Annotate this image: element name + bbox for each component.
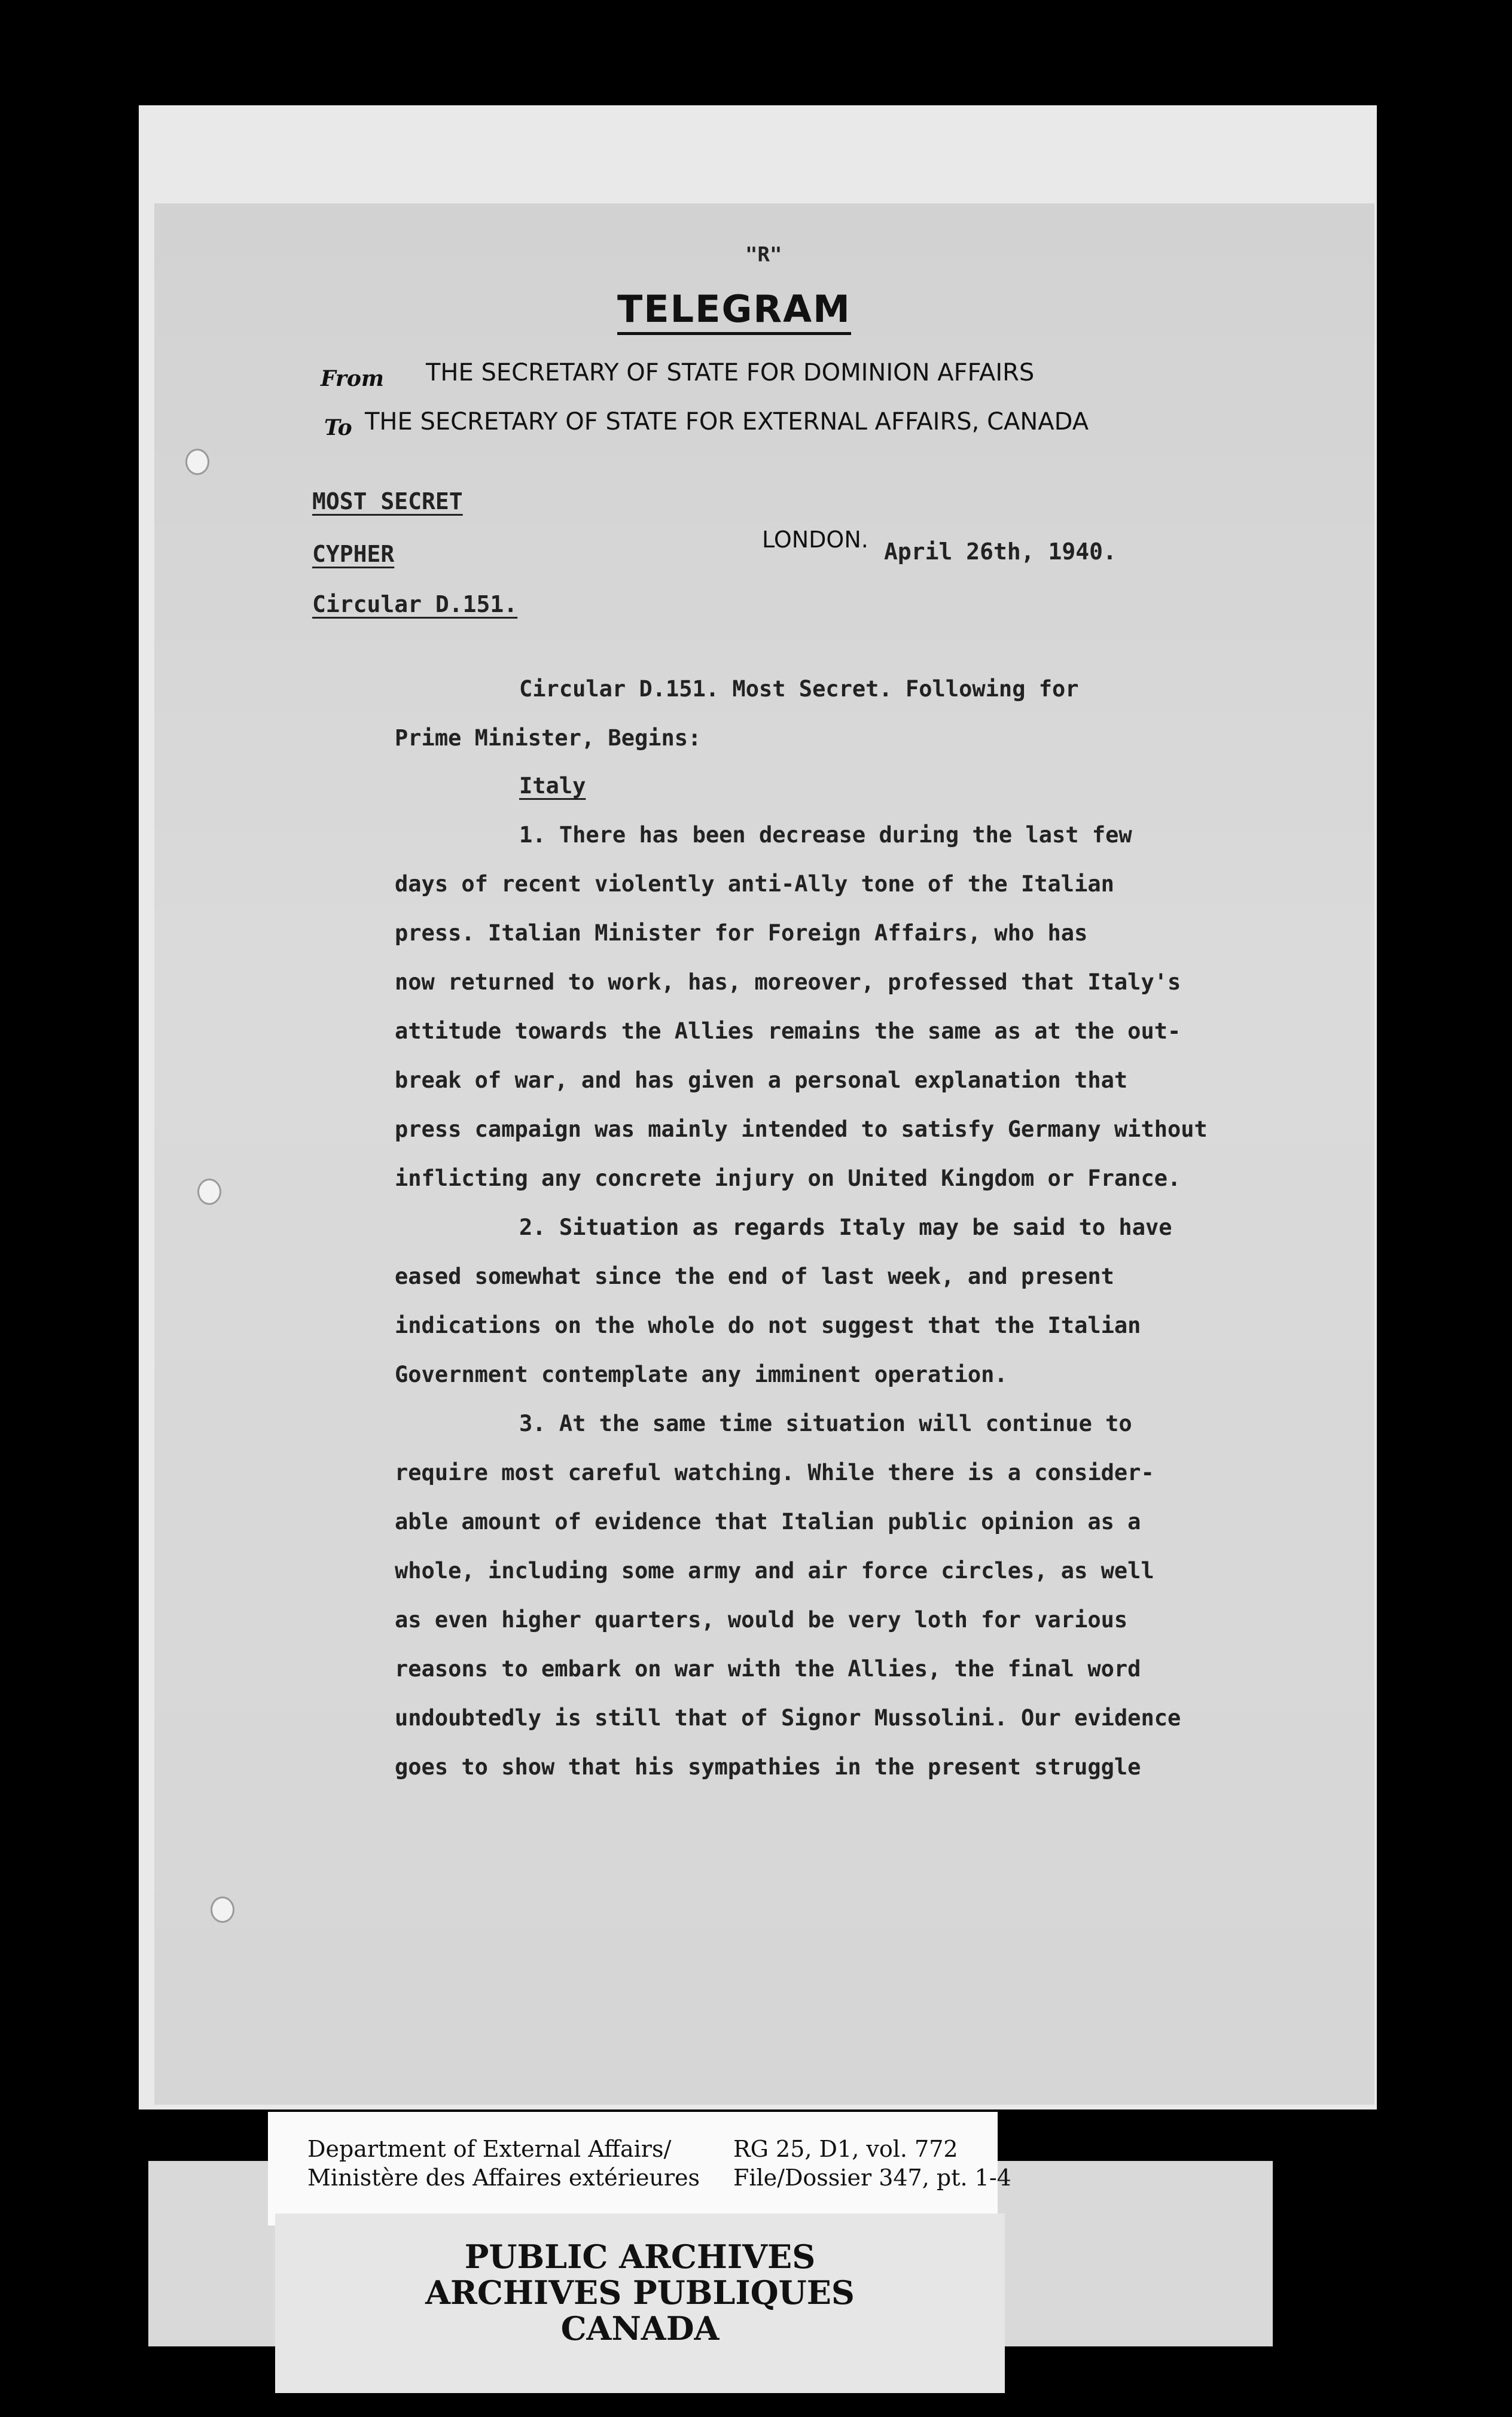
body-line: press campaign was mainly intended to satisfy Germany without xyxy=(395,1116,1208,1142)
department-fr: Ministère des Affaires extérieures xyxy=(307,2165,700,2191)
body-line: 2. Situation as regards Italy may be said to have xyxy=(519,1214,1172,1240)
body-line: as even higher quarters, would be very loth for various xyxy=(395,1607,1128,1633)
marking-cypher: CYPHER xyxy=(312,541,395,567)
from-label: From xyxy=(321,366,384,391)
telegram-page xyxy=(154,203,1374,2105)
body-line: undoubtedly is still that of Signor Mussolini. Our evidence xyxy=(395,1705,1181,1731)
telegram-title: TELEGRAM xyxy=(617,287,851,335)
file-reference: File/Dossier 347, pt. 1-4 xyxy=(733,2165,1011,2191)
body-line: 3. At the same time situation will continue to xyxy=(519,1411,1132,1436)
from-value: THE SECRETARY OF STATE FOR DOMINION AFFAIRS xyxy=(426,359,1035,386)
body-line: now returned to work, has, moreover, professed that Italy's xyxy=(395,969,1181,995)
stamp-line-2: ARCHIVES PUBLIQUES xyxy=(425,2273,855,2312)
body-line: break of war, and has given a personal explanation that xyxy=(395,1067,1128,1093)
punch-hole-middle xyxy=(197,1179,221,1205)
department-en: Department of External Affairs/ xyxy=(307,2136,672,2162)
body-line: press. Italian Minister for Foreign Affairs, who has xyxy=(395,920,1088,946)
body-line: able amount of evidence that Italian public opinion as a xyxy=(395,1509,1141,1535)
classification-mark: "R" xyxy=(745,243,782,267)
body-line: indications on the whole do not suggest that the Italian xyxy=(395,1313,1141,1338)
body-line: attitude towards the Allies remains the same as at the out- xyxy=(395,1018,1181,1044)
punch-hole-top xyxy=(185,449,209,475)
body-line: goes to show that his sympathies in the present struggle xyxy=(395,1754,1141,1780)
punch-hole-bottom xyxy=(211,1897,234,1923)
archive-stamp xyxy=(275,2214,1005,2393)
body-line: whole, including some army and air force circles, as well xyxy=(395,1558,1154,1584)
body-line: Prime Minister, Begins: xyxy=(395,725,702,751)
body-line: require most careful watching. While there is a consider- xyxy=(395,1460,1154,1485)
stamp-line-3: CANADA xyxy=(560,2309,720,2348)
body-line: reasons to embark on war with the Allies, the final word xyxy=(395,1656,1141,1682)
telegram-date: April 26th, 1940. xyxy=(884,538,1117,565)
record-group-reference: RG 25, D1, vol. 772 xyxy=(733,2136,958,2162)
body-line: 1. There has been decrease during the last few xyxy=(519,822,1132,848)
body-line: inflicting any concrete injury on United Kingdom or France. xyxy=(395,1165,1181,1191)
body-line: Government contemplate any imminent operation. xyxy=(395,1362,1008,1387)
marking-most-secret: MOST SECRET xyxy=(312,488,463,515)
body-line: Circular D.151. Most Secret. Following for xyxy=(519,676,1079,702)
place-of-origin: LONDON. xyxy=(762,526,868,553)
section-heading: Italy xyxy=(519,773,586,799)
stamp-line-1: PUBLIC ARCHIVES xyxy=(464,2238,816,2276)
body-line: days of recent violently anti-Ally tone of the Italian xyxy=(395,871,1114,897)
archive-reference-label xyxy=(268,2112,1011,2226)
to-value: THE SECRETARY OF STATE FOR EXTERNAL AFFAIRS, CANADA xyxy=(365,408,1089,436)
to-label: To xyxy=(324,415,352,440)
marking-circular: Circular D.151. xyxy=(312,591,518,617)
body-line: eased somewhat since the end of last week, and present xyxy=(395,1264,1114,1289)
